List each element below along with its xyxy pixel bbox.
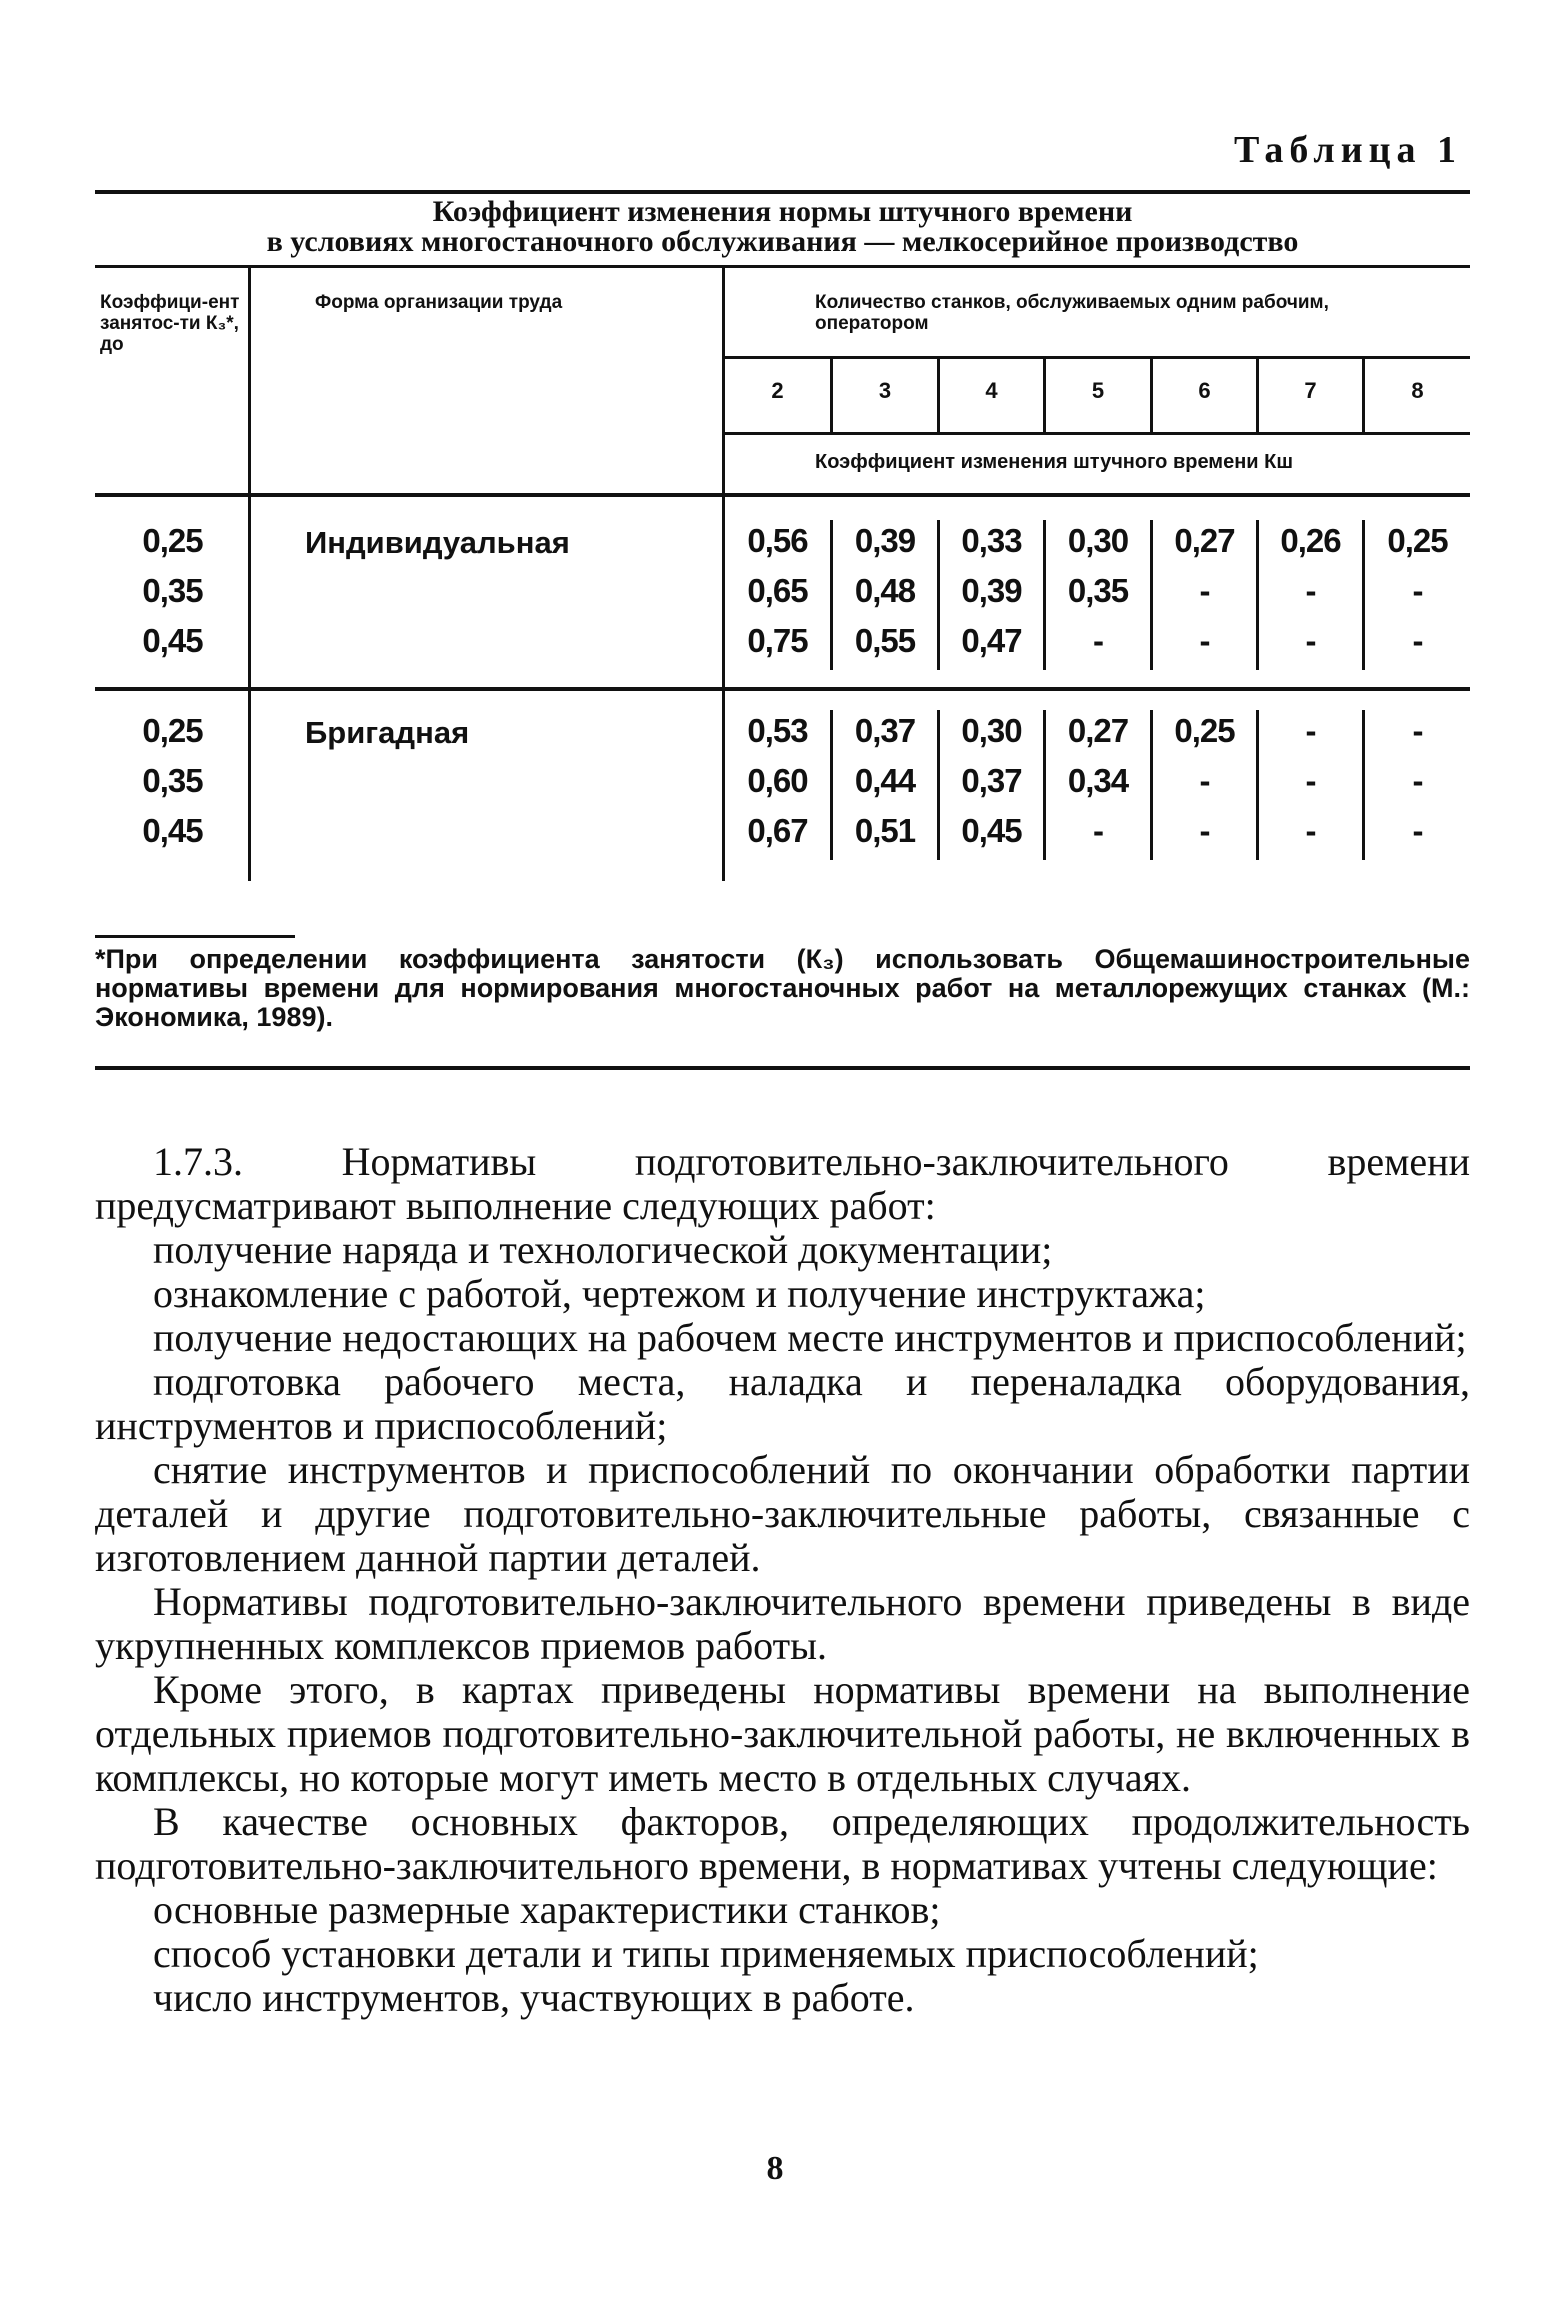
table-cell: - [1305,622,1316,659]
table-cell: 0,48 [854,572,916,609]
table-cell: - [1305,812,1316,849]
table-cell: - [1412,572,1423,609]
table-caption-line1: Коэффициент изменения нормы штучного времени [432,195,1133,228]
table-cell: 0,56 [747,522,808,559]
machine-count-2: 2 [771,378,784,403]
body-text [95,1140,1470,2020]
machine-count-4: 4 [985,378,998,403]
machine-count-5: 5 [1091,378,1105,403]
col-form-header: Форма организации труда [315,292,563,313]
table-cell: 0,47 [961,622,1022,659]
list-item: снятие инструментов и приспособлений по окончании обработки партии деталей и другие подготовительно-заключительные работы, связанные с изготовлением данной партии деталей. [95,1447,1470,1580]
table-cell: 0,67 [747,812,808,849]
table-cell: - [1199,812,1210,849]
k-value: 0,25 [142,712,203,749]
table-cell: - [1199,572,1210,609]
list-item: получение наряда и технологической документации; [153,1227,1053,1272]
table-cell: 0,25 [1387,522,1448,559]
list-item: способ установки детали и типы применяемых приспособлений; [153,1931,1259,1976]
list-item: подготовка рабочего места, наладка и переналадка оборудования, инструментов и приспособлений; [95,1359,1470,1448]
header-divider-1 [248,265,251,495]
k-value: 0,35 [142,762,203,799]
table-cell: 0,25 [1174,712,1235,749]
table-cell: - [1305,762,1316,799]
table-cell: 0,55 [854,622,916,659]
k-value: 0,45 [142,622,203,659]
body-paragraph-1: 1.7.3. Нормативы подготовительно-заключительного времени предусматривают выполнение следующих работ: [95,1139,1470,1228]
table-cell: 0,27 [1174,522,1235,559]
machine-count-8: 8 [1411,378,1424,403]
machines-header: Количество станков, обслуживаемых одним рабочим, оператором [815,292,1329,334]
machines-row-bottom [722,432,1470,435]
col-coef-header: Коэффици-ент занятос-ти К₃*, до [100,292,240,355]
table-cell: 0,34 [1067,762,1129,799]
table-caption-line2: в условиях многостаночного обслуживания — мелкосерийное производство [266,225,1299,258]
body-paragraph-2: Нормативы подготовительно-заключительного времени приведены в виде укрупненных комплексов приемов работы. [95,1579,1470,1668]
table-cell: 0,26 [1280,522,1341,559]
list-item: получение недостающих на рабочем месте инструментов и приспособлений; [153,1315,1467,1360]
k-value: 0,35 [142,572,203,609]
table-cell: 0,39 [961,572,1022,609]
form-individual: Индивидуальная [305,525,570,560]
footnote: *При определении коэффициента занятости (К₃) использовать Общемашиностроительные нормативы времени для нормирования многостаночных работ на металлорежущих станках (М.: Экономика, 1989). [95,944,1470,1032]
group1-divider-1 [248,497,251,687]
list-item: число инструментов, участвующих в работе. [153,1975,915,2020]
table-cell: 0,33 [961,522,1022,559]
k-value: 0,45 [142,812,203,849]
table-cell: 0,51 [854,812,916,849]
table-cell: 0,35 [1067,572,1129,609]
table-cell: - [1093,622,1103,659]
table-cell: 0,37 [854,712,916,749]
table-cell: 0,39 [854,522,916,559]
table-cell: - [1199,762,1210,799]
caption-bottom-rule [95,265,1470,268]
table-cell: - [1412,812,1423,849]
table-cell: 0,30 [961,712,1022,749]
table-top-rule [95,190,1470,194]
table-cell: - [1305,712,1316,749]
table-cell: 0,75 [747,622,808,659]
list-item: основные размерные характеристики станков; [153,1887,941,1932]
table-cell: 0,53 [747,712,808,749]
table-label: Таблица 1 [1233,129,1462,171]
table-cell: - [1412,762,1423,799]
footnote-rule [95,935,295,938]
body-paragraph-3: Кроме этого, в картах приведены нормативы времени на выполнение отдельных приемов подготовительно-заключительной работы, не включенных в комплексы, но которые могут иметь место в отдельных случаях. [95,1667,1470,1800]
table-cell: - [1412,712,1423,749]
table-cell: - [1093,812,1103,849]
machine-count-3: 3 [878,378,892,403]
body-paragraph-4: В качестве основных факторов, определяющих продолжительность подготовительно-заключительного времени, в нормативах учтены следующие: [95,1799,1470,1888]
form-brigade: Бригадная [305,715,470,750]
table-cell: 0,37 [961,762,1022,799]
table-cell: 0,30 [1067,522,1129,559]
machines-row-top [722,356,1470,359]
table-cell: 0,27 [1067,712,1129,749]
k-value: 0,25 [142,522,203,559]
list-item: ознакомление с работой, чертежом и получение инструктажа; [153,1271,1206,1316]
footnote-bottom-rule [95,1066,1470,1070]
table-cell: 0,45 [961,812,1022,849]
table-cell: 0,65 [747,572,808,609]
table-cell: - [1412,622,1423,659]
kshtuk-header: Коэффициент изменения штучного времени Кш [815,451,1294,473]
header-bottom-rule [95,493,1470,497]
table-cell: 0,60 [747,762,808,799]
machine-count-7: 7 [1304,378,1317,403]
table-cell: - [1305,572,1316,609]
table-cell: 0,44 [854,762,916,799]
group-separator-rule [95,687,1470,691]
machine-count-6: 6 [1198,378,1211,403]
group2-divider-1 [248,691,251,881]
page-number: 8 [766,2150,784,2187]
table-cell: - [1199,622,1210,659]
